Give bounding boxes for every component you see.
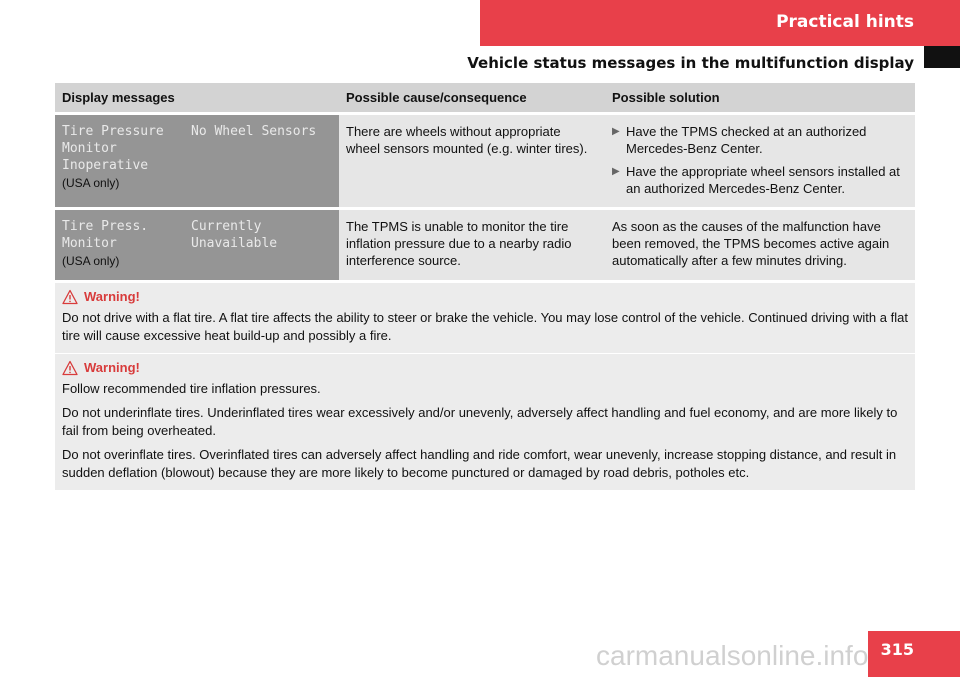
- warning-triangle-icon: [62, 360, 78, 376]
- page-number: 315: [880, 640, 914, 659]
- cause-cell: The TPMS is unable to monitor the tire inflation pressure due to a nearby radio interference source.: [339, 210, 605, 280]
- table-row: [55, 210, 915, 280]
- solution-cell: [605, 115, 915, 210]
- warning-paragraph: Do not underinflate tires. Underinflated tires wear excessively and/or unevenly, adversely affect handling and fuel economy, and are more likely to fail from being overheated.: [62, 405, 898, 438]
- watermark: carmanualsonline.info: [596, 640, 869, 671]
- warning-header: [62, 358, 908, 378]
- table-row: [55, 115, 915, 210]
- solution-text: Have the appropriate wheel sensors installed at an authorized Mercedes-Benz Center.: [626, 164, 900, 196]
- display-text: Tire Press.: [62, 219, 149, 234]
- column-header: Possible solution: [605, 83, 915, 115]
- column-header: Possible cause/consequence: [339, 83, 605, 115]
- display-text: Monitor: [62, 236, 117, 251]
- section-title: Practical hints: [776, 12, 914, 32]
- solution-text: Have the TPMS checked at an authorized Mercedes-Benz Center.: [626, 124, 867, 156]
- warning-header: [62, 287, 908, 307]
- display-text: No Wheel Sensors: [191, 124, 317, 139]
- warning-paragraph: Follow recommended tire inflation pressures.: [62, 381, 321, 396]
- display-message-cell: [55, 115, 339, 210]
- column-header: Display messages: [55, 83, 339, 115]
- warning-paragraph: Do not overinflate tires. Overinflated tires can adversely affect handling and ride comfort, wear unevenly, increase stopping distance, and result in sudden deflation (blowout) because they are more likely to become punctured or damaged by road debris, potholes etc.: [62, 447, 897, 480]
- warning-title: Warning!: [84, 289, 140, 304]
- warning-paragraph: Do not drive with a flat tire. A flat tire affects the ability to steer or brake the vehicle. You may lose control of the vehicle. Continued driving with a flat tire will cause excessive heat build-up and possibly a fire.: [62, 310, 908, 343]
- region-note: (USA only): [62, 254, 120, 268]
- warning-box-flat-tire: [55, 283, 915, 353]
- display-text: Unavailable: [191, 236, 278, 251]
- status-message-table: [55, 83, 915, 280]
- solution-cell: As soon as the causes of the malfunction have been removed, the TPMS becomes active again automatically after a few minutes driving.: [605, 210, 915, 280]
- display-text: Inoperative: [62, 158, 149, 173]
- table-header-row: [55, 83, 915, 115]
- warning-triangle-icon: [62, 289, 78, 305]
- page-tab-marker: [924, 46, 960, 68]
- solution-item: [612, 123, 908, 157]
- warning-box-inflation: [55, 354, 915, 490]
- region-note: (USA only): [62, 176, 120, 190]
- cause-cell: There are wheels without appropriate wheel sensors mounted (e.g. winter tires).: [339, 115, 605, 210]
- triangle-bullet-icon: ▶: [612, 166, 620, 177]
- display-text: Tire Pressure: [62, 124, 164, 139]
- display-text: Currently: [191, 219, 262, 234]
- display-text: Monitor: [62, 141, 117, 156]
- warning-title: Warning!: [84, 360, 140, 375]
- solution-item: [612, 163, 908, 197]
- display-message-cell: [55, 210, 339, 280]
- triangle-bullet-icon: ▶: [612, 126, 620, 137]
- page-subtitle: Vehicle status messages in the multifunction display: [467, 54, 914, 72]
